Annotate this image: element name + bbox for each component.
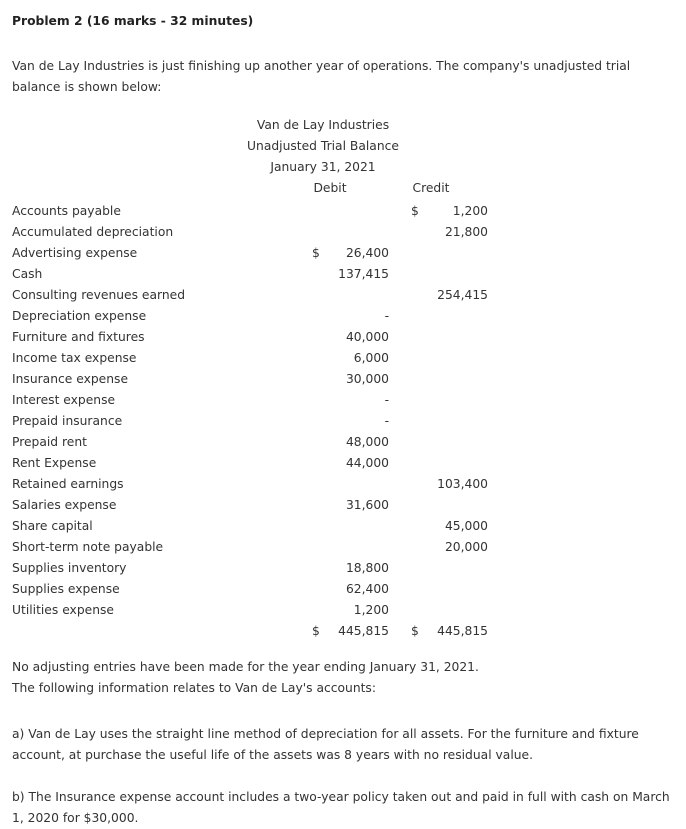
credit-value: 45,000 bbox=[444, 519, 488, 533]
debit-value: 1,200 bbox=[353, 603, 389, 617]
account-name: Prepaid rent bbox=[12, 435, 87, 449]
note-a: a) Van de Lay uses the straight line method of depreciation for all assets. For the furniture and fixture account, at purchase the useful life of the assets was 8 years with no residual value. bbox=[12, 727, 639, 762]
debit-header: Debit bbox=[313, 181, 347, 195]
note-line-1: No adjusting entries have been made for the year ending January 31, 2021. bbox=[12, 660, 479, 674]
debit-value: 40,000 bbox=[345, 330, 389, 344]
table-row bbox=[0, 201, 686, 222]
account-name: Supplies inventory bbox=[12, 561, 127, 575]
account-name: Retained earnings bbox=[12, 477, 124, 491]
account-name: Accumulated depreciation bbox=[12, 225, 174, 239]
intro-text: Van de Lay Industries is just finishing up another year of operations. The company's unadjusted trial balance is shown below: bbox=[12, 59, 631, 94]
debit-value: 31,600 bbox=[345, 498, 389, 512]
debit-value: 30,000 bbox=[345, 372, 389, 386]
credit-value: 20,000 bbox=[444, 540, 488, 554]
debit-value: 18,800 bbox=[345, 561, 389, 575]
note-b: b) The Insurance expense account includes a two-year policy taken out and paid in full with cash on March 1, 2020 for $30,000. bbox=[12, 790, 670, 825]
account-name: Income tax expense bbox=[12, 351, 137, 365]
table-row bbox=[0, 495, 686, 516]
table-row bbox=[0, 516, 686, 537]
credit-sign: $ bbox=[411, 204, 419, 218]
credit-value: 21,800 bbox=[444, 225, 488, 239]
account-name: Depreciation expense bbox=[12, 309, 147, 323]
total-credit: 445,815 bbox=[437, 624, 488, 638]
account-name: Salaries expense bbox=[12, 498, 117, 512]
account-name: Supplies expense bbox=[12, 582, 120, 596]
account-name: Utilities expense bbox=[12, 603, 114, 617]
debit-value: - bbox=[384, 414, 389, 428]
credit-value: 254,415 bbox=[437, 288, 488, 302]
totals-row bbox=[0, 621, 686, 642]
account-name: Cash bbox=[12, 267, 43, 281]
debit-sign: $ bbox=[312, 246, 320, 260]
tb-date: January 31, 2021 bbox=[270, 160, 376, 174]
table-row bbox=[0, 243, 686, 264]
table-row bbox=[0, 558, 686, 579]
table-row bbox=[0, 474, 686, 495]
debit-value: - bbox=[384, 309, 389, 323]
debit-value: 6,000 bbox=[353, 351, 389, 365]
table-row bbox=[0, 579, 686, 600]
table-row bbox=[0, 453, 686, 474]
debit-value: 26,400 bbox=[345, 246, 389, 260]
credit-header: Credit bbox=[412, 181, 450, 195]
account-name: Prepaid insurance bbox=[12, 414, 123, 428]
total-credit-sign: $ bbox=[411, 624, 419, 638]
debit-value: 44,000 bbox=[345, 456, 389, 470]
tb-name: Unadjusted Trial Balance bbox=[247, 139, 399, 153]
debit-value: 48,000 bbox=[345, 435, 389, 449]
account-name: Short-term note payable bbox=[12, 540, 164, 554]
account-name: Share capital bbox=[12, 519, 93, 533]
table-row bbox=[0, 537, 686, 558]
table-row bbox=[0, 390, 686, 411]
table-row bbox=[0, 348, 686, 369]
debit-value: - bbox=[384, 393, 389, 407]
total-debit-sign: $ bbox=[312, 624, 320, 638]
tb-company: Van de Lay Industries bbox=[256, 118, 390, 132]
total-debit: 445,815 bbox=[338, 624, 389, 638]
table-row bbox=[0, 432, 686, 453]
account-name: Accounts payable bbox=[12, 204, 121, 218]
account-name: Consulting revenues earned bbox=[12, 288, 186, 302]
table-row bbox=[0, 327, 686, 348]
credit-value: 1,200 bbox=[452, 204, 488, 218]
table-row bbox=[0, 222, 686, 243]
problem-title: Problem 2 (16 marks - 32 minutes) bbox=[12, 14, 254, 28]
account-name: Insurance expense bbox=[12, 372, 129, 386]
table-row bbox=[0, 411, 686, 432]
credit-value: 103,400 bbox=[437, 477, 488, 491]
note-line-2: The following information relates to Van de Lay's accounts: bbox=[12, 681, 376, 695]
account-name: Advertising expense bbox=[12, 246, 138, 260]
account-name: Furniture and fixtures bbox=[12, 330, 145, 344]
table-row bbox=[0, 264, 686, 285]
debit-value: 137,415 bbox=[338, 267, 389, 281]
table-row bbox=[0, 600, 686, 621]
table-row bbox=[0, 306, 686, 327]
table-row bbox=[0, 285, 686, 306]
table-row bbox=[0, 369, 686, 390]
account-name: Interest expense bbox=[12, 393, 116, 407]
debit-value: 62,400 bbox=[345, 582, 389, 596]
account-name: Rent Expense bbox=[12, 456, 97, 470]
